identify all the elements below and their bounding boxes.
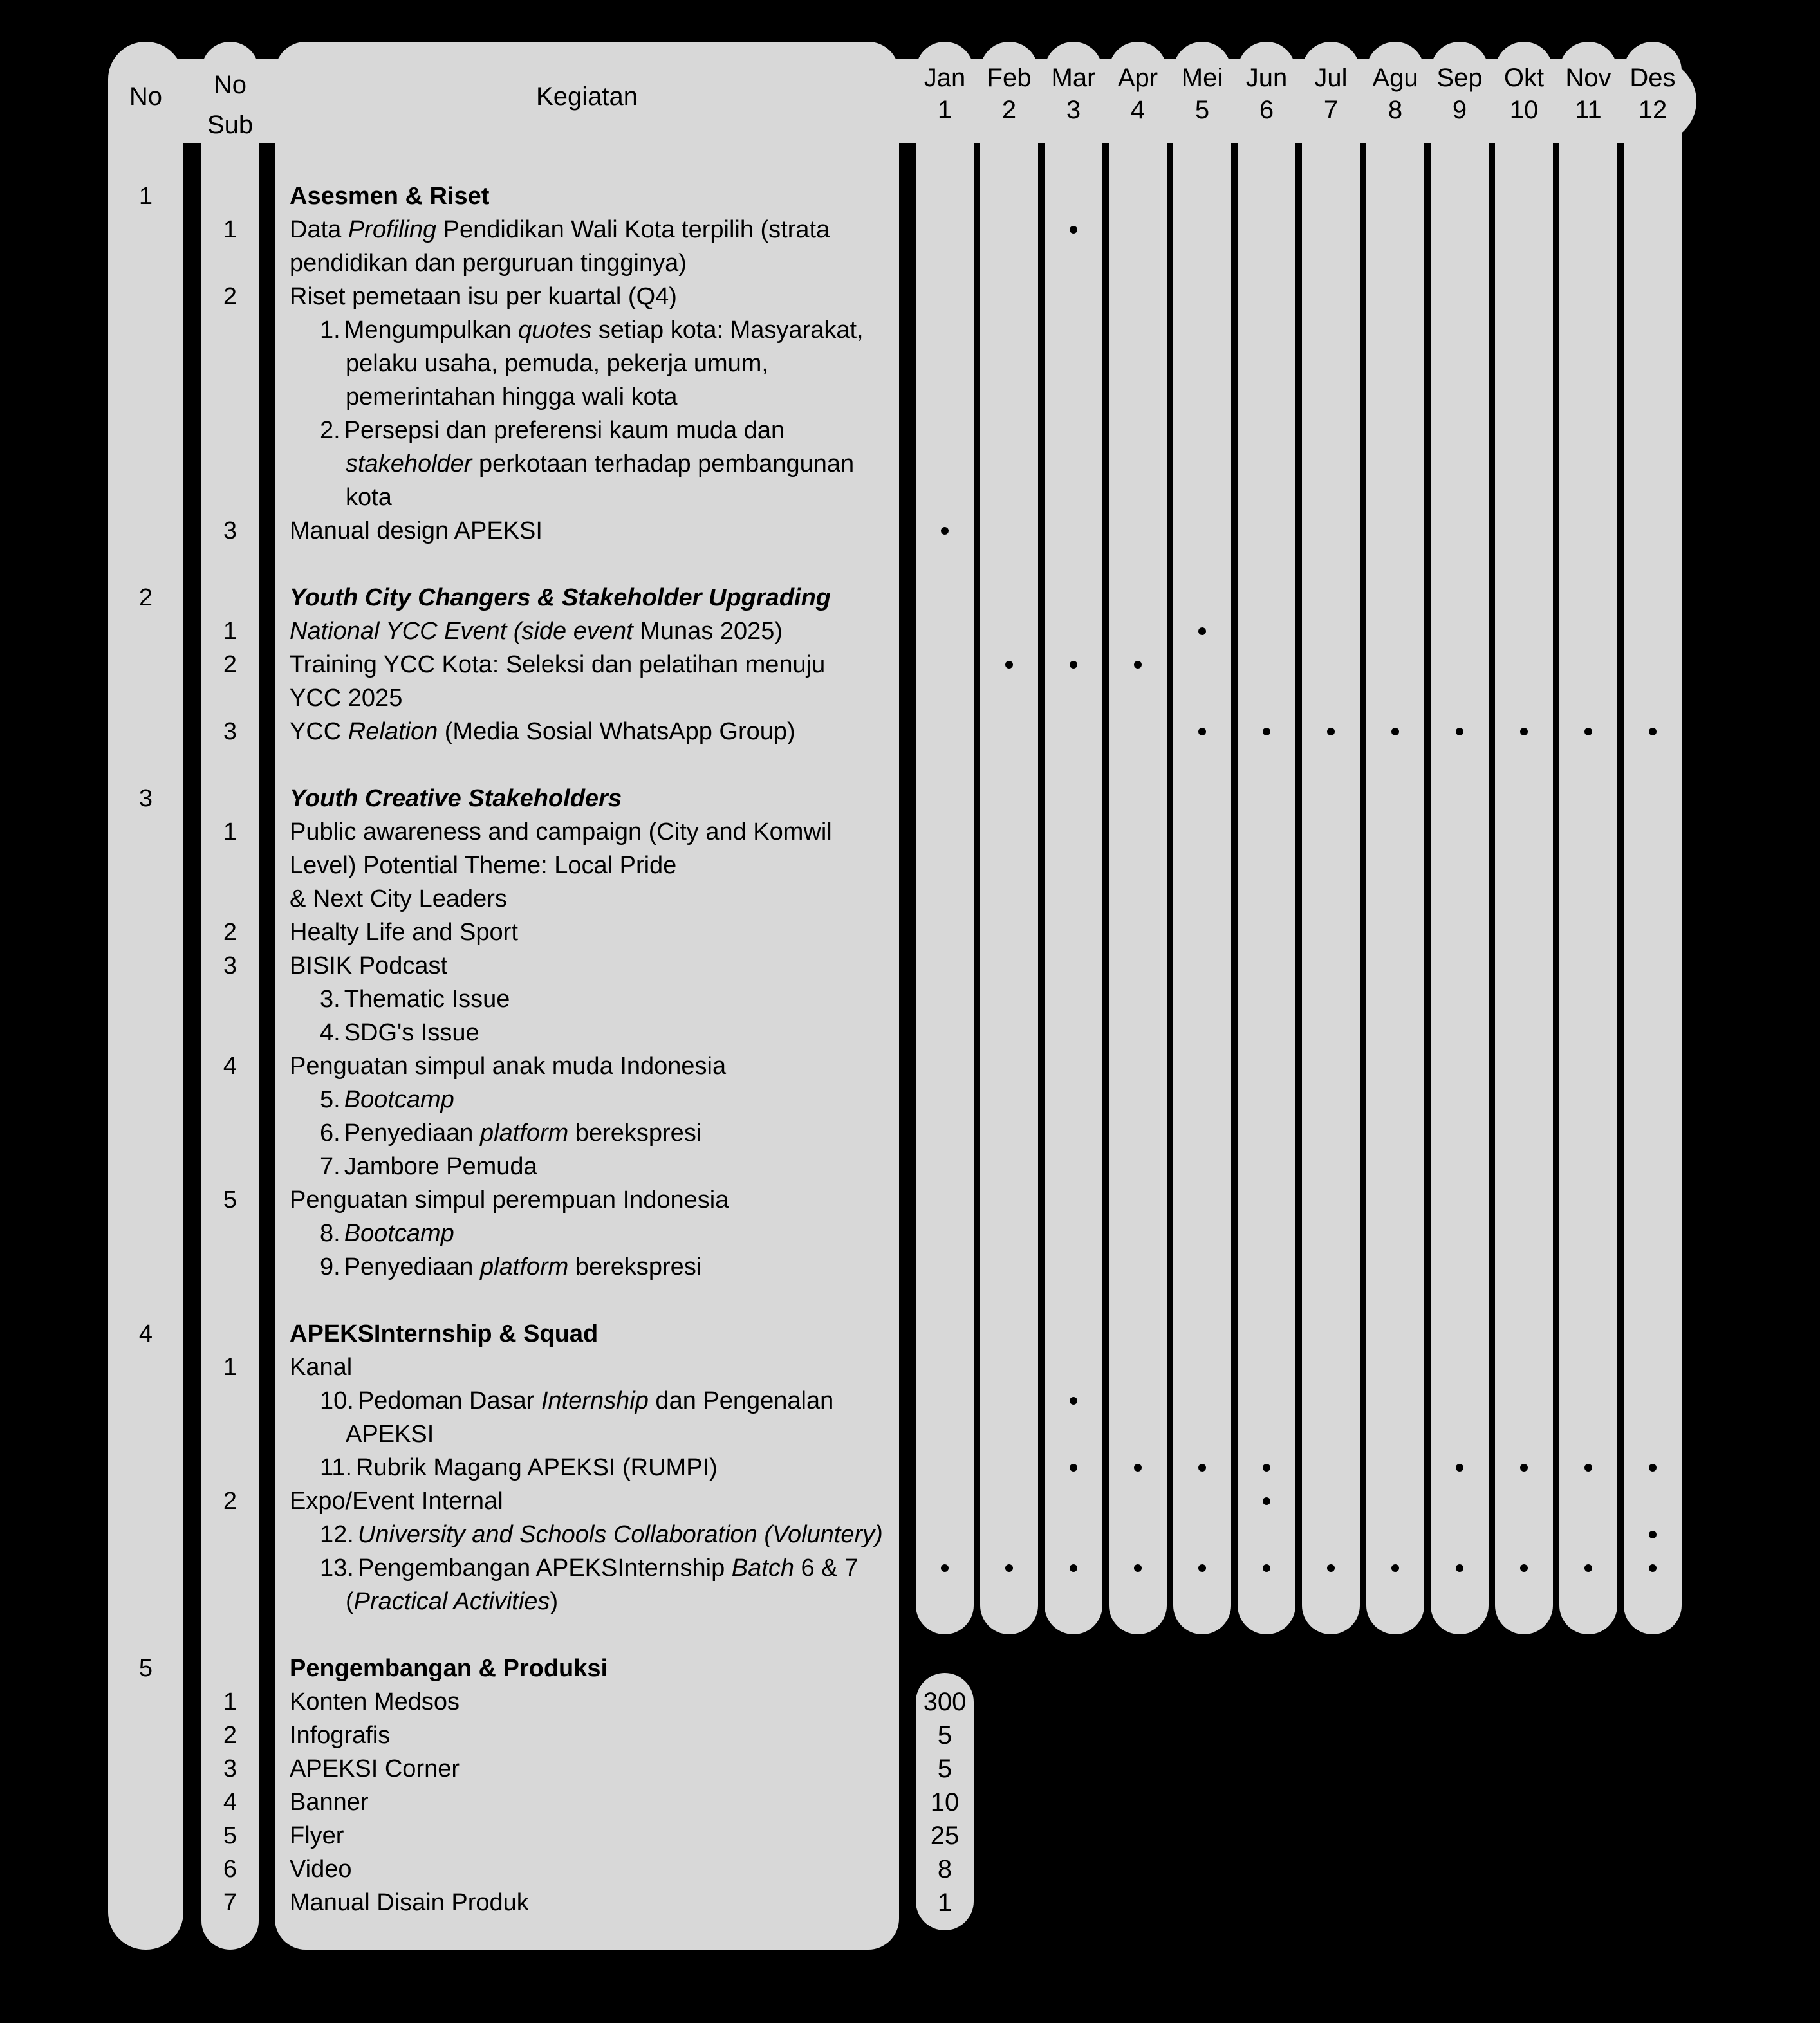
row-sub-number: 3 bbox=[223, 952, 237, 979]
text-segment: Flyer bbox=[290, 1822, 344, 1849]
month-number-jun: 6 bbox=[1259, 96, 1274, 124]
text-segment: Data bbox=[290, 216, 348, 243]
activity-text bbox=[320, 1451, 718, 1484]
table-row bbox=[0, 681, 1820, 715]
activity-text bbox=[320, 1217, 454, 1250]
italic-text-segment: platform bbox=[480, 1120, 569, 1147]
activity-text bbox=[290, 949, 447, 983]
list-number: 5. bbox=[320, 1086, 340, 1113]
schedule-dot-month-8 bbox=[1391, 728, 1399, 735]
list-number: 1. bbox=[320, 317, 340, 344]
month-label-feb: Feb bbox=[987, 64, 1032, 92]
row-sub-number: 1 bbox=[223, 818, 237, 845]
list-number: 10. bbox=[320, 1387, 354, 1414]
list-number: 8. bbox=[320, 1220, 340, 1247]
activity-text bbox=[290, 246, 687, 280]
table-row bbox=[0, 1518, 1820, 1551]
activity-text bbox=[346, 1418, 434, 1451]
text-segment: Pendidikan Wali Kota terpilih (strata bbox=[436, 216, 830, 243]
row-sub-number: 2 bbox=[223, 651, 237, 678]
table-row bbox=[0, 1384, 1820, 1418]
list-number: 4. bbox=[320, 1019, 340, 1046]
activity-text bbox=[290, 1819, 344, 1852]
month-number-mar: 3 bbox=[1066, 96, 1081, 124]
text-segment: Pedoman Dasar bbox=[357, 1387, 541, 1414]
activity-text bbox=[290, 648, 825, 681]
row-sub-number: 5 bbox=[223, 1822, 237, 1849]
italic-text-segment: stakeholder bbox=[346, 450, 472, 477]
month-number-agu: 8 bbox=[1388, 96, 1403, 124]
month-number-jan: 1 bbox=[937, 96, 952, 124]
schedule-dot-month-11 bbox=[1584, 728, 1592, 735]
text-segment: & Next City Leaders bbox=[290, 885, 507, 912]
table-row bbox=[0, 213, 1820, 246]
activity-text bbox=[290, 815, 832, 849]
table-row bbox=[0, 313, 1820, 347]
activity-text bbox=[320, 1384, 833, 1418]
schedule-dot-month-5 bbox=[1198, 627, 1206, 635]
row-section-number: 1 bbox=[138, 183, 153, 210]
text-segment: Penyediaan bbox=[344, 1253, 480, 1280]
list-number: 13. bbox=[320, 1555, 354, 1582]
text-segment: Manual Disain Produk bbox=[290, 1889, 529, 1916]
text-segment: YCC bbox=[290, 718, 348, 745]
activity-text bbox=[320, 1250, 701, 1284]
month-label-jul: Jul bbox=[1314, 64, 1348, 92]
section-title bbox=[290, 782, 622, 815]
italic-text-segment: Batch bbox=[731, 1555, 794, 1582]
schedule-dot-month-8 bbox=[1391, 1564, 1399, 1572]
table-row bbox=[0, 1217, 1820, 1250]
text-segment: YCC 2025 bbox=[290, 685, 403, 712]
text-segment: perkotaan terhadap pembangunan bbox=[472, 450, 855, 477]
schedule-dot-month-5 bbox=[1198, 728, 1206, 735]
italic-text-segment: National YCC Event (side event bbox=[290, 618, 633, 645]
month-number-des: 12 bbox=[1638, 96, 1667, 124]
schedule-dot-month-1 bbox=[941, 527, 949, 535]
activity-text bbox=[346, 347, 768, 380]
schedule-dot-month-6 bbox=[1263, 1497, 1270, 1505]
schedule-dot-month-9 bbox=[1456, 1564, 1463, 1572]
table-row bbox=[0, 1752, 1820, 1786]
text-segment: Level) Potential Theme: Local Pride bbox=[290, 852, 677, 879]
text-segment: pelaku usaha, pemuda, pekerja umum, bbox=[346, 350, 768, 377]
month-number-okt: 10 bbox=[1509, 96, 1539, 124]
text-segment: BISIK Podcast bbox=[290, 952, 448, 979]
table-row bbox=[0, 1250, 1820, 1284]
row-sub-number: 2 bbox=[223, 1722, 237, 1749]
schedule-dot-month-1 bbox=[941, 1564, 949, 1572]
table-row bbox=[0, 1719, 1820, 1752]
activity-text bbox=[290, 1183, 729, 1217]
text-segment: Public awareness and campaign (City and Komwil bbox=[290, 818, 832, 845]
month-number-apr: 4 bbox=[1130, 96, 1146, 124]
table-row bbox=[0, 1886, 1820, 1919]
month-label-agu: Agu bbox=[1372, 64, 1418, 92]
table-row bbox=[0, 1451, 1820, 1484]
table-row bbox=[0, 481, 1820, 514]
activity-text bbox=[290, 1685, 460, 1719]
text-segment: Thematic Issue bbox=[344, 986, 510, 1013]
row-sub-number: 7 bbox=[223, 1889, 237, 1916]
activity-text bbox=[290, 1786, 369, 1819]
table-row bbox=[0, 1786, 1820, 1819]
italic-text-segment: University and Schools Collaboration (Voluntery) bbox=[357, 1521, 883, 1548]
table-row bbox=[0, 1049, 1820, 1083]
month-label-sep: Sep bbox=[1436, 64, 1483, 92]
list-number: 9. bbox=[320, 1253, 340, 1280]
activity-text bbox=[290, 1719, 390, 1752]
table-row bbox=[0, 347, 1820, 380]
text-segment: APEKSInternship & Squad bbox=[290, 1320, 599, 1347]
text-segment: Penyediaan bbox=[344, 1120, 480, 1147]
italic-text-segment: Practical Activities bbox=[353, 1588, 550, 1615]
table-row bbox=[0, 1585, 1820, 1618]
activity-text bbox=[290, 1752, 460, 1786]
text-segment: Penguatan simpul anak muda Indonesia bbox=[290, 1053, 727, 1080]
table-row bbox=[0, 1852, 1820, 1886]
schedule-dot-month-11 bbox=[1584, 1564, 1592, 1572]
table-row bbox=[0, 1351, 1820, 1384]
activity-text bbox=[290, 1351, 352, 1384]
schedule-dot-month-7 bbox=[1327, 1564, 1335, 1572]
row-sub-number: 2 bbox=[223, 1488, 237, 1515]
text-segment: Pengembangan APEKSInternship bbox=[357, 1555, 732, 1582]
section-title bbox=[290, 1652, 608, 1685]
january-quantity-value: 8 bbox=[937, 1855, 952, 1883]
table-row bbox=[0, 849, 1820, 882]
text-segment: Rubrik Magang APEKSI (RUMPI) bbox=[356, 1454, 718, 1481]
january-quantity-value: 300 bbox=[923, 1688, 967, 1716]
italic-text-segment: platform bbox=[480, 1253, 569, 1280]
list-number: 11. bbox=[320, 1454, 353, 1481]
month-label-mei: Mei bbox=[1181, 64, 1223, 92]
table-row bbox=[0, 1484, 1820, 1518]
table-row bbox=[0, 614, 1820, 648]
table-row bbox=[0, 1819, 1820, 1852]
text-segment: ) bbox=[550, 1588, 559, 1615]
text-segment: Penguatan simpul perempuan Indonesia bbox=[290, 1187, 729, 1214]
table-row bbox=[0, 1652, 1820, 1685]
schedule-dot-month-6 bbox=[1263, 728, 1270, 735]
row-sub-number: 4 bbox=[223, 1789, 237, 1816]
table-row bbox=[0, 715, 1820, 748]
row-sub-number: 1 bbox=[223, 1688, 237, 1715]
month-label-apr: Apr bbox=[1117, 64, 1158, 92]
table-row bbox=[0, 1685, 1820, 1719]
text-segment: Konten Medsos bbox=[290, 1688, 460, 1715]
italic-text-segment: Bootcamp bbox=[344, 1086, 454, 1113]
table-row bbox=[0, 882, 1820, 916]
text-segment: Riset pemetaan isu per kuartal (Q4) bbox=[290, 283, 677, 310]
text-segment: kota bbox=[346, 484, 392, 511]
activity-text bbox=[290, 849, 676, 882]
activity-text bbox=[320, 1083, 454, 1116]
month-number-nov: 11 bbox=[1575, 96, 1602, 124]
schedule-dot-month-10 bbox=[1520, 728, 1528, 735]
schedule-dot-month-5 bbox=[1198, 1564, 1206, 1572]
month-label-nov: Nov bbox=[1565, 64, 1611, 92]
text-segment: 6 & 7 bbox=[794, 1555, 859, 1582]
header-no-sub-line1: No bbox=[213, 71, 247, 99]
text-segment: SDG's Issue bbox=[344, 1019, 479, 1046]
row-sub-number: 3 bbox=[223, 517, 237, 544]
month-label-jun: Jun bbox=[1245, 64, 1288, 92]
text-segment: Infografis bbox=[290, 1722, 391, 1749]
row-section-number: 4 bbox=[138, 1320, 153, 1347]
month-number-sep: 9 bbox=[1452, 96, 1467, 124]
activity-text bbox=[320, 1116, 701, 1150]
schedule-dot-month-3 bbox=[1070, 1397, 1077, 1405]
schedule-dot-month-2 bbox=[1005, 661, 1013, 669]
text-segment: pemerintahan hingga wali kota bbox=[346, 383, 678, 411]
activity-text bbox=[290, 1049, 726, 1083]
text-segment: ( bbox=[346, 1588, 354, 1615]
january-quantity-value: 25 bbox=[930, 1822, 960, 1850]
activity-text bbox=[290, 614, 783, 648]
text-segment: Persepsi dan preferensi kaum muda dan bbox=[344, 417, 785, 444]
row-sub-number: 1 bbox=[223, 1354, 237, 1381]
schedule-dot-month-3 bbox=[1070, 1464, 1077, 1472]
table-row bbox=[0, 782, 1820, 815]
row-sub-number: 1 bbox=[223, 216, 237, 243]
schedule-dot-month-9 bbox=[1456, 1464, 1463, 1472]
schedule-dot-month-12 bbox=[1649, 1464, 1657, 1472]
activity-text bbox=[290, 1852, 352, 1886]
month-number-mei: 5 bbox=[1194, 96, 1210, 124]
table-row bbox=[0, 1083, 1820, 1116]
schedule-dot-month-10 bbox=[1520, 1464, 1528, 1472]
row-sub-number: 3 bbox=[223, 718, 237, 745]
month-number-jul: 7 bbox=[1323, 96, 1339, 124]
activity-text bbox=[320, 1150, 537, 1183]
schedule-dot-month-5 bbox=[1198, 1464, 1206, 1472]
schedule-dot-month-12 bbox=[1649, 1564, 1657, 1572]
table-row bbox=[0, 949, 1820, 983]
text-segment: Healty Life and Sport bbox=[290, 919, 518, 946]
list-number: 6. bbox=[320, 1120, 340, 1147]
activity-text bbox=[290, 1886, 529, 1919]
text-segment: Munas 2025) bbox=[633, 618, 783, 645]
text-segment: APEKSI Corner bbox=[290, 1755, 460, 1782]
text-segment: APEKSI bbox=[346, 1421, 434, 1448]
text-segment: Pengembangan & Produksi bbox=[290, 1655, 608, 1682]
italic-text-segment: Profiling bbox=[348, 216, 437, 243]
row-section-number: 5 bbox=[138, 1655, 153, 1682]
schedule-dot-month-3 bbox=[1070, 661, 1077, 669]
row-section-number: 3 bbox=[138, 785, 153, 812]
text-segment: Training YCC Kota: Seleksi dan pelatihan menuju bbox=[290, 651, 826, 678]
activity-text bbox=[290, 213, 830, 246]
schedule-dot-month-9 bbox=[1456, 728, 1463, 735]
text-segment: Mengumpulkan bbox=[344, 317, 519, 344]
table-row bbox=[0, 815, 1820, 849]
activity-text bbox=[320, 1551, 858, 1585]
text-segment: Youth City Changers & Stakeholder Upgrading bbox=[290, 584, 831, 611]
january-quantity-value: 5 bbox=[937, 1755, 952, 1783]
january-quantity-value: 1 bbox=[937, 1889, 952, 1917]
table-row bbox=[0, 581, 1820, 614]
italic-text-segment: Bootcamp bbox=[344, 1220, 454, 1247]
text-segment: pendidikan dan perguruan tingginya) bbox=[290, 250, 687, 277]
schedule-dot-month-6 bbox=[1263, 1464, 1270, 1472]
schedule-dot-month-2 bbox=[1005, 1564, 1013, 1572]
text-segment: Jambore Pemuda bbox=[344, 1153, 537, 1180]
table-row bbox=[0, 180, 1820, 213]
table-row bbox=[0, 1183, 1820, 1217]
header-kegiatan: Kegiatan bbox=[536, 82, 638, 111]
row-sub-number: 2 bbox=[223, 283, 237, 310]
activity-text bbox=[290, 715, 795, 748]
schedule-dot-month-4 bbox=[1134, 1564, 1142, 1572]
text-segment: dan Pengenalan bbox=[648, 1387, 834, 1414]
schedule-dot-month-3 bbox=[1070, 226, 1077, 234]
activity-text bbox=[290, 280, 677, 313]
january-quantity-value: 5 bbox=[937, 1721, 952, 1750]
activity-text bbox=[290, 1484, 503, 1518]
table-row bbox=[0, 447, 1820, 481]
activity-text bbox=[320, 313, 864, 347]
row-sub-number: 3 bbox=[223, 1755, 237, 1782]
table-row bbox=[0, 1317, 1820, 1351]
activity-text bbox=[290, 882, 507, 916]
row-section-number: 2 bbox=[138, 584, 153, 611]
table-row bbox=[0, 648, 1820, 681]
activity-text bbox=[320, 983, 510, 1016]
list-number: 12. bbox=[320, 1521, 354, 1548]
schedule-dot-month-3 bbox=[1070, 1564, 1077, 1572]
activity-text bbox=[290, 681, 402, 715]
table-row bbox=[0, 1551, 1820, 1585]
schedule-dot-month-6 bbox=[1263, 1564, 1270, 1572]
list-number: 3. bbox=[320, 986, 340, 1013]
table-row bbox=[0, 280, 1820, 313]
text-segment: Manual design APEKSI bbox=[290, 517, 543, 544]
schedule-dot-month-12 bbox=[1649, 1531, 1657, 1538]
activity-text bbox=[320, 1016, 479, 1049]
schedule-dot-month-4 bbox=[1134, 1464, 1142, 1472]
month-number-feb: 2 bbox=[1001, 96, 1017, 124]
list-number: 7. bbox=[320, 1153, 340, 1180]
list-number: 2. bbox=[320, 417, 340, 444]
schedule-dot-month-4 bbox=[1134, 661, 1142, 669]
activity-text bbox=[320, 1518, 883, 1551]
text-segment: berekspresi bbox=[568, 1120, 702, 1147]
text-segment: Video bbox=[290, 1856, 352, 1883]
table-row bbox=[0, 916, 1820, 949]
section-title bbox=[290, 180, 489, 213]
italic-text-segment: Relation bbox=[348, 718, 438, 745]
activity-text bbox=[346, 447, 854, 481]
text-segment: Banner bbox=[290, 1789, 369, 1816]
table-row bbox=[0, 414, 1820, 447]
month-label-jan: Jan bbox=[924, 64, 966, 92]
header-no: No bbox=[129, 82, 163, 111]
table-row bbox=[0, 983, 1820, 1016]
activity-text bbox=[346, 1585, 558, 1618]
section-title bbox=[290, 581, 831, 614]
table-row bbox=[0, 380, 1820, 414]
text-segment: berekspresi bbox=[568, 1253, 702, 1280]
table-row bbox=[0, 246, 1820, 280]
table-row bbox=[0, 1116, 1820, 1150]
month-label-des: Des bbox=[1630, 64, 1676, 92]
schedule-dot-month-11 bbox=[1584, 1464, 1592, 1472]
activity-text bbox=[346, 481, 392, 514]
header-no-sub-line2: Sub bbox=[207, 111, 254, 139]
table-row bbox=[0, 514, 1820, 548]
text-segment: Youth Creative Stakeholders bbox=[290, 785, 622, 812]
row-sub-number: 2 bbox=[223, 919, 237, 946]
month-label-okt: Okt bbox=[1503, 64, 1545, 92]
activity-text bbox=[290, 916, 518, 949]
text-segment: (Media Sosial WhatsApp Group) bbox=[438, 718, 795, 745]
text-segment: Asesmen & Riset bbox=[290, 183, 490, 210]
month-label-mar: Mar bbox=[1051, 64, 1096, 92]
italic-text-segment: Internship bbox=[541, 1387, 649, 1414]
row-sub-number: 6 bbox=[223, 1856, 237, 1883]
schedule-dot-month-7 bbox=[1327, 728, 1335, 735]
table-row bbox=[0, 1150, 1820, 1183]
activity-text bbox=[346, 380, 677, 414]
january-quantity-value: 10 bbox=[930, 1788, 960, 1816]
schedule-dot-month-10 bbox=[1520, 1564, 1528, 1572]
row-sub-number: 5 bbox=[223, 1187, 237, 1214]
row-sub-number: 4 bbox=[223, 1053, 237, 1080]
row-sub-number: 1 bbox=[223, 618, 237, 645]
text-segment: Kanal bbox=[290, 1354, 353, 1381]
section-title bbox=[290, 1317, 598, 1351]
table-row bbox=[0, 1418, 1820, 1451]
text-segment: setiap kota: Masyarakat, bbox=[591, 317, 864, 344]
schedule-dot-month-12 bbox=[1649, 728, 1657, 735]
text-segment: Expo/Event Internal bbox=[290, 1488, 503, 1515]
table-row bbox=[0, 1016, 1820, 1049]
activity-text bbox=[290, 514, 543, 548]
activity-text bbox=[320, 414, 785, 447]
italic-text-segment: quotes bbox=[518, 317, 592, 344]
